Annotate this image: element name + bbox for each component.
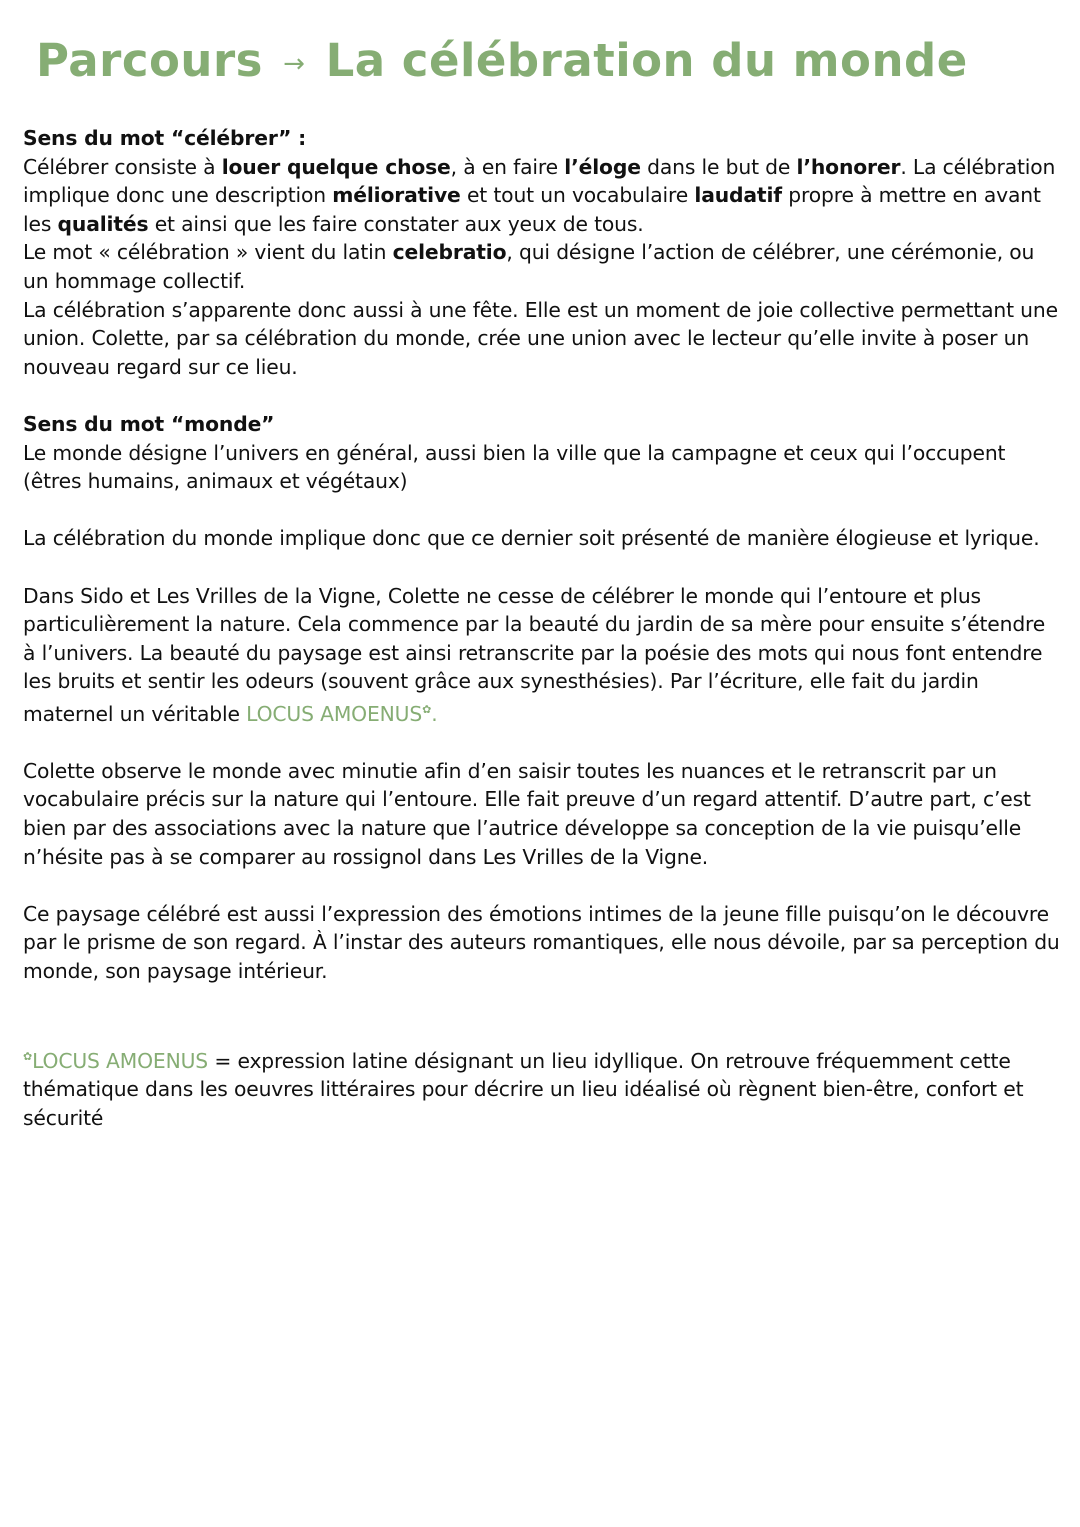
- highlight-term: .: [431, 701, 438, 726]
- paragraph: [23, 524, 1063, 553]
- bold-text: louer quelque chose: [221, 154, 451, 179]
- paragraph-spacer: [23, 728, 1063, 757]
- bold-text: celebratio: [392, 240, 507, 265]
- paragraph: [23, 900, 1063, 986]
- text-run: et ainsi que les faire constater aux yeux de tous.: [148, 211, 644, 236]
- text-run: et tout un vocabulaire: [460, 183, 695, 208]
- bold-text: méliorative: [332, 183, 461, 208]
- paragraph-spacer: [23, 1014, 1063, 1043]
- flower-asterisk-icon: ✿: [422, 702, 432, 716]
- paragraph: [23, 582, 1063, 729]
- page-title: [36, 34, 968, 87]
- paragraph: [23, 238, 1063, 295]
- text-run: Le monde désigne l’univers en général, aussi bien la ville que la campagne et ceux qui l’occupent (êtres humains, animaux et végétaux): [23, 440, 1006, 494]
- text-run: propre à mettre en avant les: [23, 183, 1041, 236]
- text-run: Le mot « célébration » vient du latin: [23, 240, 393, 265]
- paragraph: [23, 439, 1063, 496]
- document-body: [23, 124, 1063, 1132]
- bold-text: qualités: [57, 211, 149, 236]
- text-run: , qui désigne l’action de célébrer, une cérémonie, ou un hommage collectif.: [23, 240, 1035, 293]
- text-run: Ce paysage célébré est aussi l’expression des émotions intimes de la jeune fille puisqu’on le découvre par le prisme de son regard. À l’instar des auteurs romantiques, elle nous dévoile, par sa perception du monde, son paysage intérieur.: [23, 901, 1060, 983]
- text-run: dans le but de: [640, 154, 797, 179]
- paragraph-spacer: [23, 553, 1063, 582]
- flower-asterisk-icon: ✿: [23, 1049, 33, 1063]
- title-part1: Parcours: [36, 34, 263, 87]
- bold-text: l’éloge: [564, 154, 641, 179]
- bold-text: Sens du mot “célébrer” :: [23, 126, 307, 150]
- text-run: Colette observe le monde avec minutie afin d’en saisir toutes les nuances et le retranscrit par un vocabulaire précis sur la nature qui l’entoure. Elle fait preuve d’un regard attentif. D’autre part, c’est bien par des associations avec la nature que l’autrice développe sa conception de la vie puisqu’elle n’hésite pas à se comparer au rossignol dans Les Vrilles de la Vigne.: [23, 758, 1031, 869]
- text-run: . La célébration implique donc une description: [23, 154, 1056, 208]
- text-run: Dans Sido et Les Vrilles de la Vigne, Colette ne cesse de célébrer le monde qui l’entoure et plus particulièrement la nature. Cela commence par la beauté du jardin de sa mère pour ensuite s’étendre à l’univers. La beauté du paysage est ainsi retranscrite par la poésie des mots qui nous font entendre les bruits et sentir les odeurs (souvent grâce aux synesthésies). Par l’écriture, elle fait du jardin maternel un véritable: [23, 583, 1046, 726]
- paragraph-spacer: [23, 986, 1063, 1015]
- paragraph-spacer: [23, 496, 1063, 525]
- paragraph: [23, 296, 1063, 382]
- paragraph: [23, 410, 1063, 439]
- text-run: Célébrer consiste à: [23, 154, 222, 179]
- text-run: = expression latine désignant un lieu idyllique. On retrouve fréquemment cette thématique dans les oeuvres littéraires pour décrire un lieu idéalisé où règnent bien-être, confort et sécurité: [23, 1048, 1024, 1130]
- arrow-icon: →: [283, 49, 306, 79]
- bold-text: l’honorer: [796, 154, 901, 179]
- text-run: La célébration du monde implique donc que ce dernier soit présenté de manière élogieuse et lyrique.: [23, 526, 1040, 551]
- highlight-term: LOCUS AMOENUS: [246, 701, 423, 726]
- bold-text: Sens du mot “monde”: [23, 411, 275, 436]
- paragraph-spacer: [23, 381, 1063, 410]
- paragraph: [23, 1043, 1063, 1133]
- paragraph: [23, 153, 1063, 239]
- paragraph: [23, 124, 1063, 153]
- text-run: , à en faire: [450, 154, 565, 179]
- highlight-term: LOCUS AMOENUS: [32, 1048, 209, 1073]
- bold-text: laudatif: [694, 183, 782, 208]
- paragraph: [23, 757, 1063, 871]
- text-run: La célébration s’apparente donc aussi à une fête. Elle est un moment de joie collective permettant une union. Colette, par sa célébration du monde, crée une union avec le lecteur qu’elle invite à poser un nouveau regard sur ce lieu.: [23, 297, 1058, 379]
- paragraph-spacer: [23, 871, 1063, 900]
- title-part2: La célébration du monde: [325, 34, 968, 87]
